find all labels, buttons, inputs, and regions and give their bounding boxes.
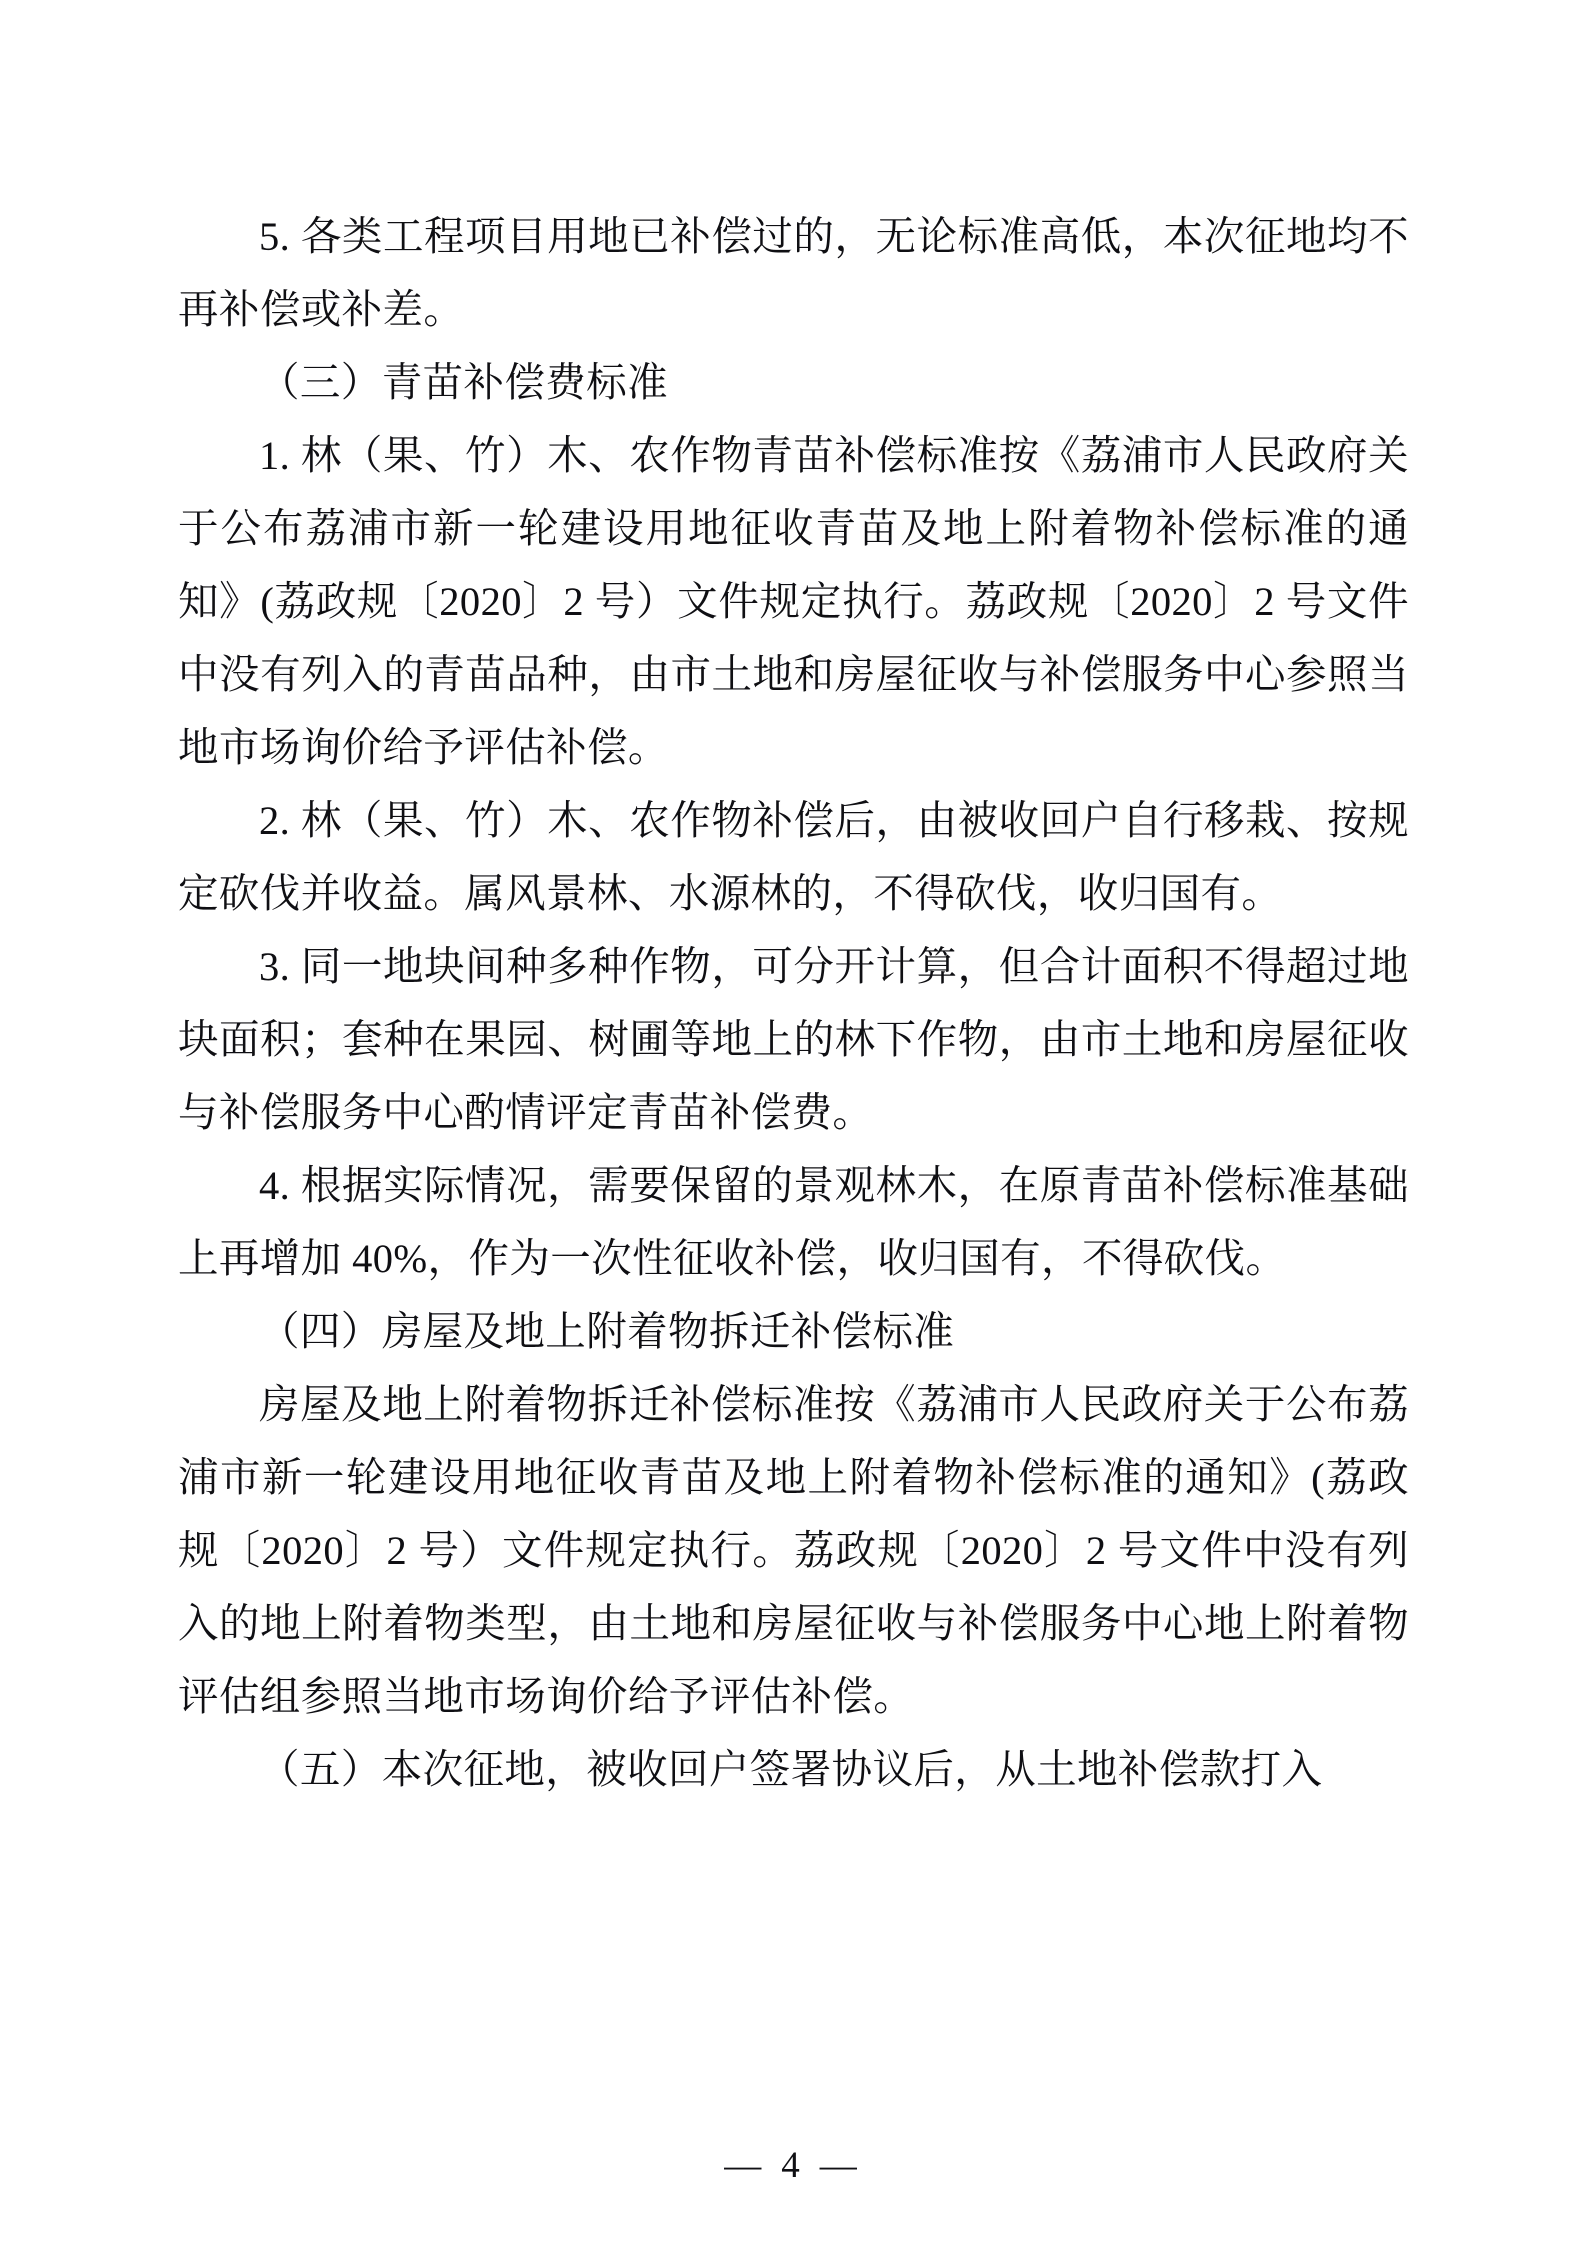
page-number [0, 2144, 1587, 2187]
paragraph: 3. 同一地块间种多种作物，可分开计算，但合计面积不得超过地块面积；套种在果园、树圃等地上的林下作物，由市土地和房屋征收与补偿服务中心酌情评定青苗补偿费。 [178, 944, 1409, 1135]
paragraph: 5. 各类工程项目用地已补偿过的，无论标准高低，本次征地均不再补偿或补差。 [178, 214, 1409, 332]
page-number-dash-left: — [724, 2145, 768, 2186]
paragraph: 4. 根据实际情况，需要保留的景观林木，在原青苗补偿标准基础上再增加 40%，作为一次性征收补偿，收归国有，不得砍伐。 [178, 1163, 1409, 1281]
paragraph-heading-qingmiao: （三）青苗补偿费标准 [259, 360, 668, 405]
paragraph: 2. 林（果、竹）木、农作物补偿后，由被收回户自行移栽、按规定砍伐并收益。属风景林、水源林的，不得砍伐，收归国有。 [178, 798, 1409, 916]
paragraph: 1. 林（果、竹）木、农作物青苗补偿标准按《荔浦市人民政府关于公布荔浦市新一轮建设用地征收青苗及地上附着物补偿标准的通知》(荔政规〔2020〕2 号）文件规定执行。荔政规〔2020〕2 号文件中没有列入的青苗品种，由市土地和房屋征收与补偿服务中心参照当地市场询价给予评估补偿。 [178, 433, 1409, 770]
paragraph-heading-fangwu: （四）房屋及地上附着物拆迁补偿标准 [259, 1309, 955, 1354]
page-number-dash-right: — [819, 2145, 863, 2186]
paragraph: 房屋及地上附着物拆迁补偿标准按《荔浦市人民政府关于公布荔浦市新一轮建设用地征收青苗及地上附着物补偿标准的通知》(荔政规〔2020〕2 号）文件规定执行。荔政规〔2020〕2 号文件中没有列入的地上附着物类型，由土地和房屋征收与补偿服务中心地上附着物评估组参照当地市场询价给予评估补偿。 [178, 1382, 1409, 1719]
page-number-value: 4 [781, 2145, 806, 2186]
paragraph: （五）本次征地，被收回户签署协议后，从土地补偿款打入 [259, 1747, 1323, 1792]
document-body [178, 200, 1409, 1806]
